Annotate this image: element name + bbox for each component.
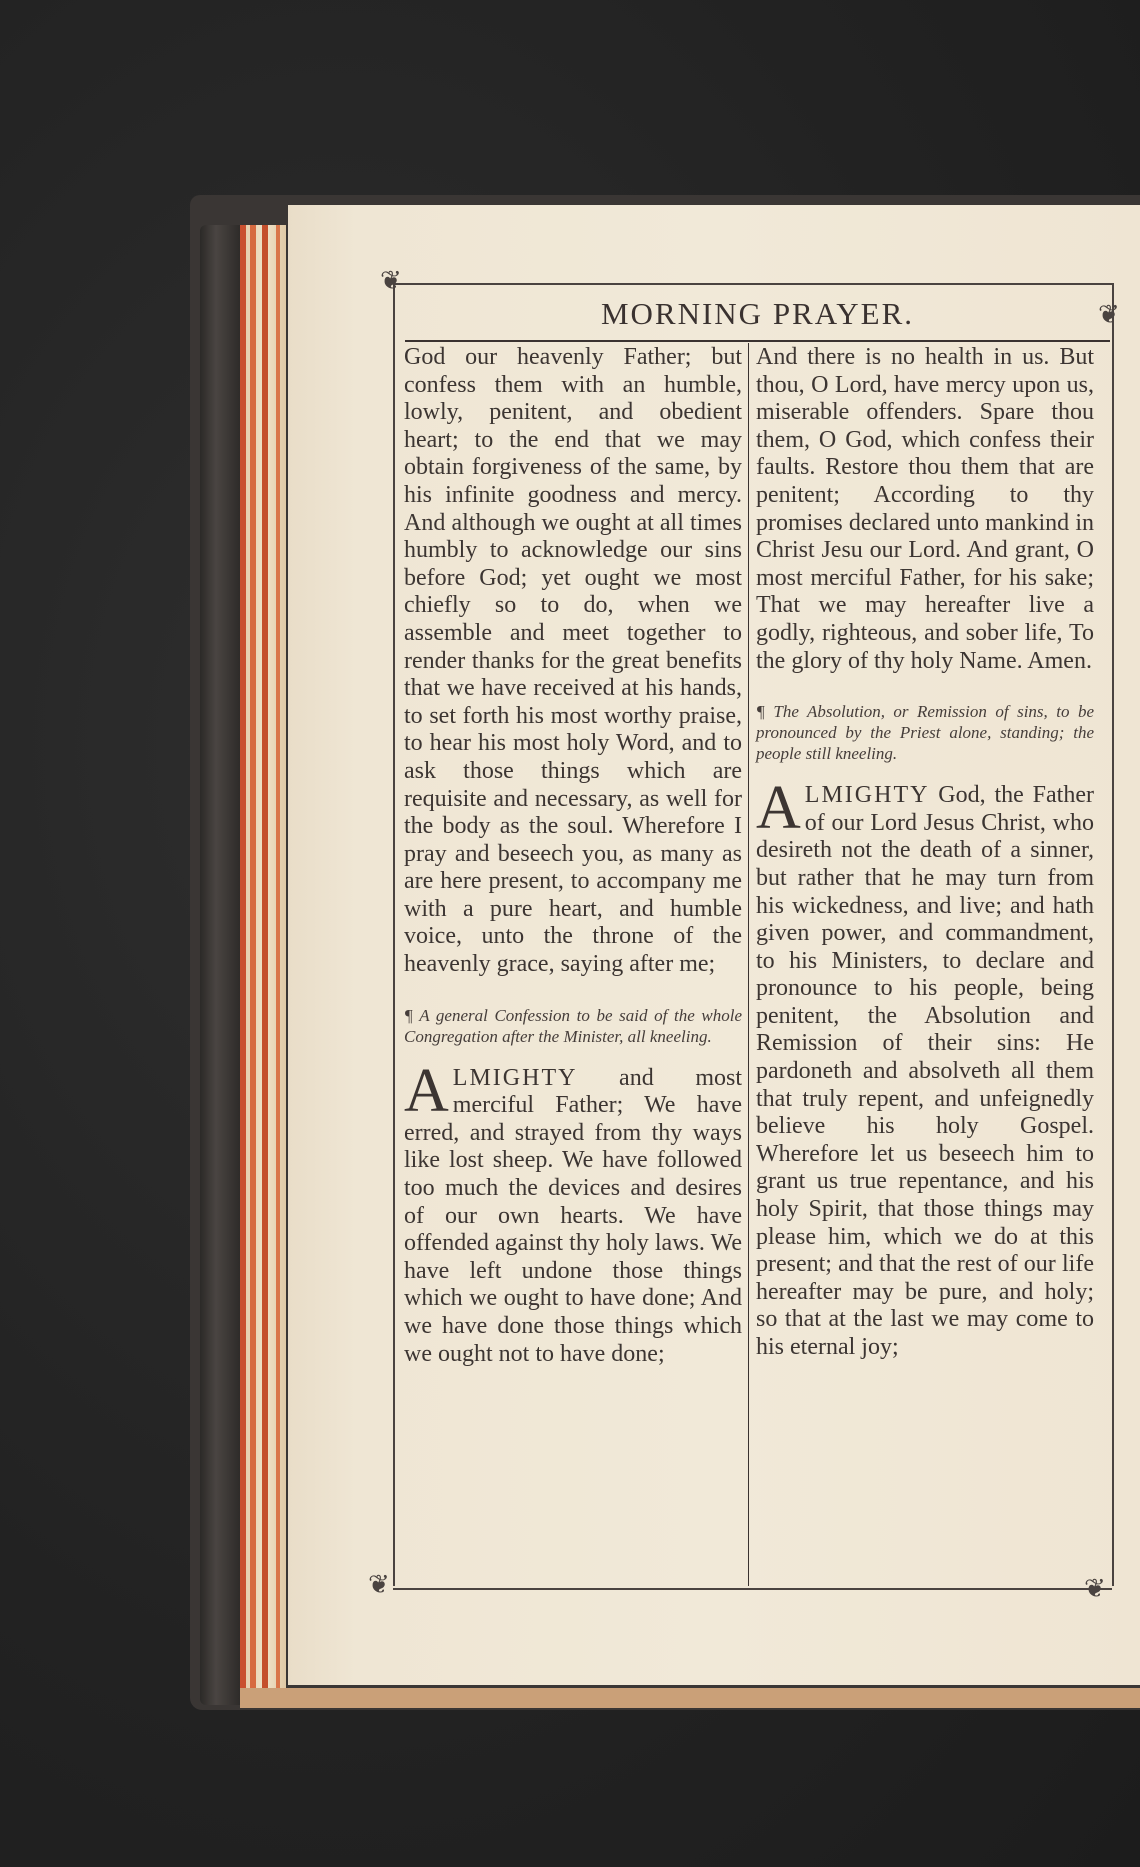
small-caps-word: LMIGHTY: [804, 782, 930, 809]
frame-bottom-rule: [393, 1588, 1112, 1590]
exhortation-paragraph: God our heavenly Father; but confess them with an humble, lowly, penitent, and obedient heart; to the end that we may obtain forgiveness of the same, by his infinite goodness and mercy. And although we ought at all times humbly to acknowledge our sins before God; yet ought we most chiefly so to do, when we assemble and meet together to render thanks for the great benefits that we have received at his hands, to set forth his most worthy praise, to hear his most holy Word, and to ask those things which are requisite and necessary, as well for the body as the soul. Wherefore I pray and beseech you, as many as are here present, to accompany me with a pure heart, and humble voice, unto the throne of the heavenly grace, saying after me;: [404, 344, 742, 978]
red-page-edge: [276, 225, 280, 1695]
confession-paragraph: [404, 1056, 742, 1369]
frame-top-rule: [393, 283, 1112, 285]
red-page-edge: [262, 225, 268, 1695]
drop-cap: A: [404, 1056, 449, 1125]
corner-ornament-icon: ❦: [380, 266, 402, 296]
red-page-edge: [250, 225, 256, 1695]
column-rule: [748, 343, 749, 1586]
absolution-text: God, the Father of our Lord Jesus Christ, who desireth not the death of a sinner, but rather that he may turn from his wickedness, and live; and hath given power, and commandment, to his Ministers, to declare and pronounce to his people, being penitent, the Absolution and Remission of their sins: He pardoneth and absolveth all them that truly repent, and unfeignedly believe his holy Gospel. Wherefore let us beseech him to grant us true repentance, and his holy Spirit, that those things may please him, which we do at this present; and that the rest of our life hereafter may be pure, and holy; so that at the last we may come to his eternal joy;: [756, 782, 1094, 1360]
absolution-rubric: ¶ The Absolution, or Remission of sins, to be pronounced by the Priest alone, standing; the people still kneeling.: [756, 702, 1094, 764]
confession-continued-paragraph: And there is no health in us. But thou, O Lord, have mercy upon us, miserable offenders. Spare thou them, O God, which confess their faults. Restore thou them that are penitent; According to thy promises declared unto mankind in Christ Jesu our Lord. And grant, O most merciful Father, for his sake; That we may hereafter live a godly, righteous, and sober life, To the glory of thy holy Name. Amen.: [756, 344, 1094, 674]
corner-ornament-icon: ❦: [1098, 300, 1120, 330]
drop-cap: A: [756, 774, 801, 843]
corner-ornament-icon: ❦: [1084, 1574, 1106, 1604]
head-rule: [405, 340, 1110, 342]
corner-ornament-icon: ❦: [368, 1570, 390, 1600]
confession-text: and most merciful Father; We have erred, and strayed from thy ways like lost sheep. We have followed too much the devices and desires of our own hearts. We have offended against thy holy laws. We have left undone those things which we ought to have done; And we have done those things which we ought not to have done;: [404, 1064, 742, 1367]
book-spine: [200, 225, 240, 1705]
absolution-paragraph: [756, 774, 1094, 1361]
right-column: [756, 344, 1094, 1362]
red-page-edge: [240, 225, 246, 1695]
left-column: [404, 344, 742, 1368]
confession-rubric: ¶ A general Confession to be said of the whole Congregation after the Minister, all kneeling.: [404, 1005, 742, 1046]
cover-bottom-edge: [240, 1688, 1140, 1708]
small-caps-word: LMIGHTY: [452, 1064, 578, 1091]
running-head: MORNING PRAYER.: [600, 296, 915, 331]
